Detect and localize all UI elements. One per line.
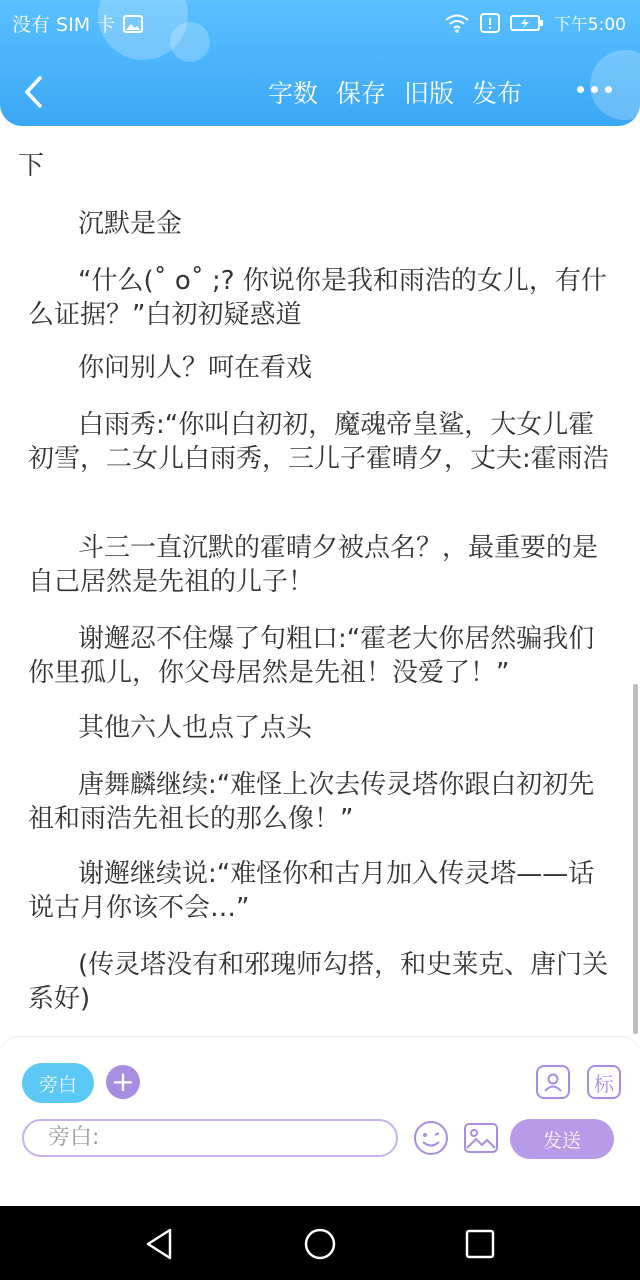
wifi-icon (444, 13, 470, 33)
clock-text: 下午5:00 (553, 15, 626, 35)
paragraph: 沉默是金 (78, 209, 183, 239)
role-chip-narration[interactable]: 旁白 (22, 1063, 94, 1103)
app-header (0, 0, 640, 126)
scrollbar[interactable] (633, 684, 638, 1034)
paragraph: 谢邂继续说:“难怪你和古月加入传灵塔——话说古月你该不会…” (28, 859, 595, 923)
paragraph: 下 (18, 151, 45, 181)
paragraph: 唐舞麟继续:“难怪上次去传灵塔你跟白初初先祖和雨浩先祖长的那么像！” (28, 770, 595, 834)
message-input[interactable]: 旁白: (22, 1119, 398, 1157)
paragraph: (传灵塔没有和邪瑰师勾搭，和史莱克、唐门关系好) (28, 950, 609, 1014)
send-button[interactable]: 发送 (510, 1119, 614, 1159)
story-content[interactable] (0, 130, 640, 1030)
person-icon (542, 1071, 564, 1093)
more-options-icon[interactable] (577, 86, 612, 93)
publish-button[interactable]: 发布 (471, 79, 522, 108)
nav-home-icon[interactable] (302, 1226, 338, 1262)
gallery-icon (123, 15, 143, 33)
paragraph: “什么(˚ o˚ ;? 你说你是我和雨浩的女儿，有什么证据？”白初初疑惑道 (28, 266, 607, 330)
system-nav-bar (0, 1206, 640, 1280)
toolbar (0, 64, 640, 120)
tag-button[interactable]: 标 (587, 1065, 621, 1099)
word-count-button[interactable]: 字数 (267, 79, 318, 108)
paragraph: 谢邂忍不住爆了句粗口:“霍老大你居然骗我们你里孤儿，你父母居然是先祖！没爱了！” (28, 624, 595, 688)
nav-recents-icon[interactable] (462, 1226, 498, 1262)
paragraph: 白雨秀:“你叫白初初，魔魂帝皇鲨，大女儿霍初雪，二女儿白雨秀，三儿子霍晴夕，丈夫:霍雨浩 (28, 410, 609, 474)
composer-panel (0, 1036, 640, 1207)
save-button[interactable]: 保存 (335, 79, 386, 108)
back-arrow-icon[interactable] (20, 74, 50, 110)
emoji-icon[interactable] (412, 1119, 450, 1157)
battery-icon (510, 14, 544, 32)
paragraph: 其他六人也点了点头 (78, 713, 313, 743)
alert-icon (480, 13, 500, 33)
nav-back-icon[interactable] (142, 1226, 178, 1262)
old-version-button[interactable]: 旧版 (403, 79, 454, 108)
carrier-text: 没有 SIM 卡 (12, 14, 116, 36)
paragraph: 斗三一直沉默的霍晴夕被点名？，最重要的是自己居然是先祖的儿子！ (28, 533, 599, 597)
paragraph: 你问别人？呵在看戏 (78, 353, 313, 383)
status-bar (0, 0, 640, 44)
add-role-button[interactable]: + (106, 1065, 140, 1099)
character-icon[interactable] (536, 1065, 570, 1099)
image-icon[interactable] (462, 1119, 500, 1157)
toolbar-actions (268, 74, 522, 110)
